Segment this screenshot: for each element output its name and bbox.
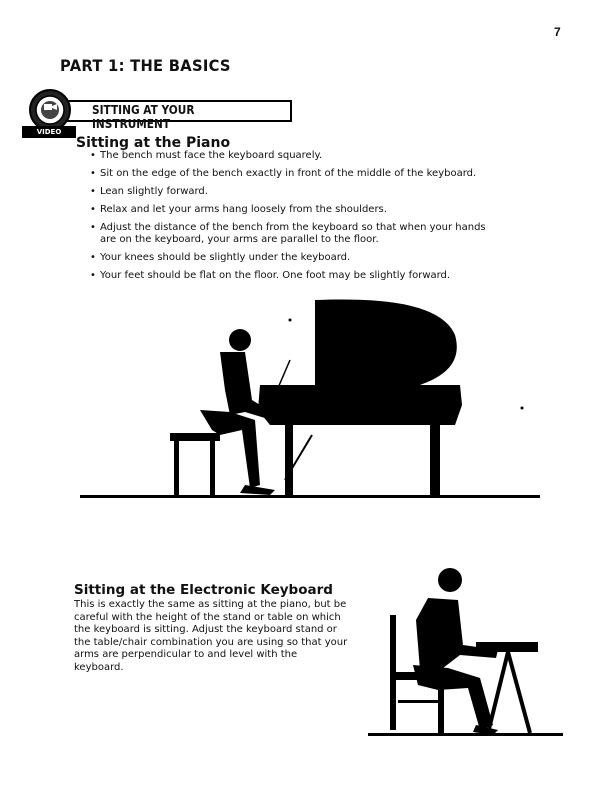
piano-leg	[285, 420, 293, 495]
pianist-legs	[200, 410, 260, 488]
list-item: • Your feet should be flat on the floor. One foot may be slightly forward.	[90, 270, 490, 282]
part-title: PART 1: THE BASICS	[60, 56, 231, 75]
piano-heading: Sitting at the Piano	[76, 135, 231, 151]
list-item: • Relax and let your arms hang loosely from the shoulders.	[90, 204, 490, 216]
piano-body	[258, 385, 462, 425]
electronic-keyboard	[476, 642, 538, 652]
section-title: SITTING AT YOUR INSTRUMENT	[92, 103, 195, 131]
player-body	[416, 598, 498, 670]
list-item: • Your knees should be slightly under the keyboard.	[90, 252, 490, 264]
list-item: • Sit on the edge of the bench exactly in front of the middle of the keyboard.	[90, 168, 490, 180]
piano-leg	[430, 425, 440, 495]
video-example-label[interactable]: VIDEO EXAMPLE	[22, 126, 76, 138]
piano-lid	[315, 299, 457, 385]
section-banner	[60, 100, 292, 131]
floor-line	[80, 495, 540, 498]
keyboard-player-illustration	[368, 560, 563, 740]
piano-bench	[170, 433, 220, 441]
floor-line	[368, 733, 563, 736]
piano-bullet-list	[90, 150, 490, 288]
keyboard-paragraph: This is exactly the same as sitting at the piano, but be careful with the height of the stand or table on which the keyboard is sitting. Adjust the keyboard stand or the table/chair combination you are using so that your arms are perpendicular to and level with the keyboard.	[74, 599, 348, 673]
list-item: • Lean slightly forward.	[90, 186, 490, 198]
list-item: • Adjust the distance of the bench from the keyboard so that when your hands are on the keyboard, your arms are parallel to the floor.	[90, 222, 490, 246]
pianist-illustration	[80, 290, 540, 505]
page-number: 7	[554, 25, 561, 39]
list-item: • The bench must face the keyboard squarely.	[90, 150, 490, 162]
keyboard-heading: Sitting at the Electronic Keyboard	[74, 582, 333, 598]
